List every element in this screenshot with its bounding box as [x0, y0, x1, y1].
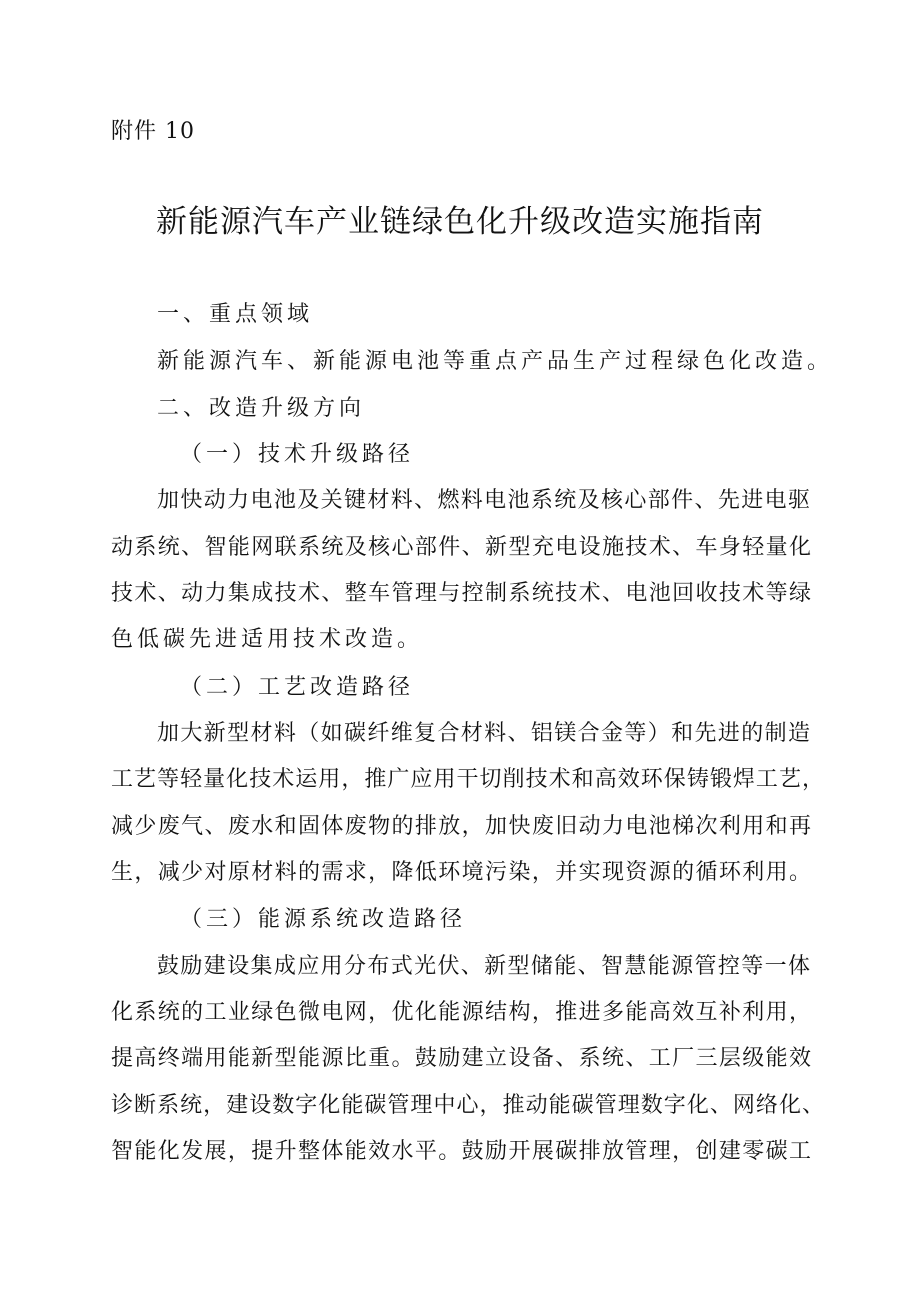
- paragraph-line: 加快动力电池及关键材料、燃料电池系统及核心部件、先进电驱: [157, 488, 810, 513]
- paragraph-line: 智能化发展，提升整体能效水平。鼓励开展碳排放管理，创建零碳工: [111, 1139, 811, 1164]
- paragraph-line: 诊断系统，建设数字化能碳管理中心，推动能碳管理数字化、网络化、: [111, 1093, 824, 1118]
- document-title: 新能源汽车产业链绿色化升级改造实施指南: [156, 204, 764, 240]
- paragraph-line: 化系统的工业绿色微电网，优化能源结构，推进多能高效互补利用，: [111, 1000, 811, 1025]
- section-1-heading: 一、重点领域: [157, 302, 314, 327]
- section-1-text: 新能源汽车、新能源电池等重点产品生产过程绿色化改造。: [157, 349, 834, 374]
- subsection-3-heading: （三）能源系统改造路径: [180, 907, 467, 932]
- subsection-2-heading: （二）工艺改造路径: [180, 675, 415, 700]
- paragraph-line: 生，减少对原材料的需求，降低环境污染，并实现资源的循环利用。: [111, 860, 811, 885]
- paragraph-line: 色低碳先进适用技术改造。: [111, 627, 424, 652]
- paragraph-line: 工艺等轻量化技术运用，推广应用干切削技术和高效环保铸锻焊工艺，: [111, 767, 824, 792]
- paragraph-line: 鼓励建设集成应用分布式光伏、新型储能、智慧能源管控等一体: [157, 954, 810, 979]
- paragraph-line: 动系统、智能网联系统及核心部件、新型充电设施技术、车身轻量化: [111, 535, 811, 560]
- attachment-label: 附件 10: [111, 119, 195, 144]
- paragraph-line: 技术、动力集成技术、整车管理与控制系统技术、电池回收技术等绿: [111, 581, 811, 606]
- paragraph-line: 提高终端用能新型能源比重。鼓励建立设备、系统、工厂三层级能效: [111, 1046, 811, 1071]
- paragraph-line: 加大新型材料（如碳纤维复合材料、铝镁合金等）和先进的制造: [157, 721, 810, 746]
- section-2-heading: 二、改造升级方向: [157, 396, 366, 421]
- subsection-1-heading: （一）技术升级路径: [180, 442, 415, 467]
- paragraph-line: 减少废气、废水和固体废物的排放，加快废旧动力电池梯次利用和再: [111, 814, 811, 839]
